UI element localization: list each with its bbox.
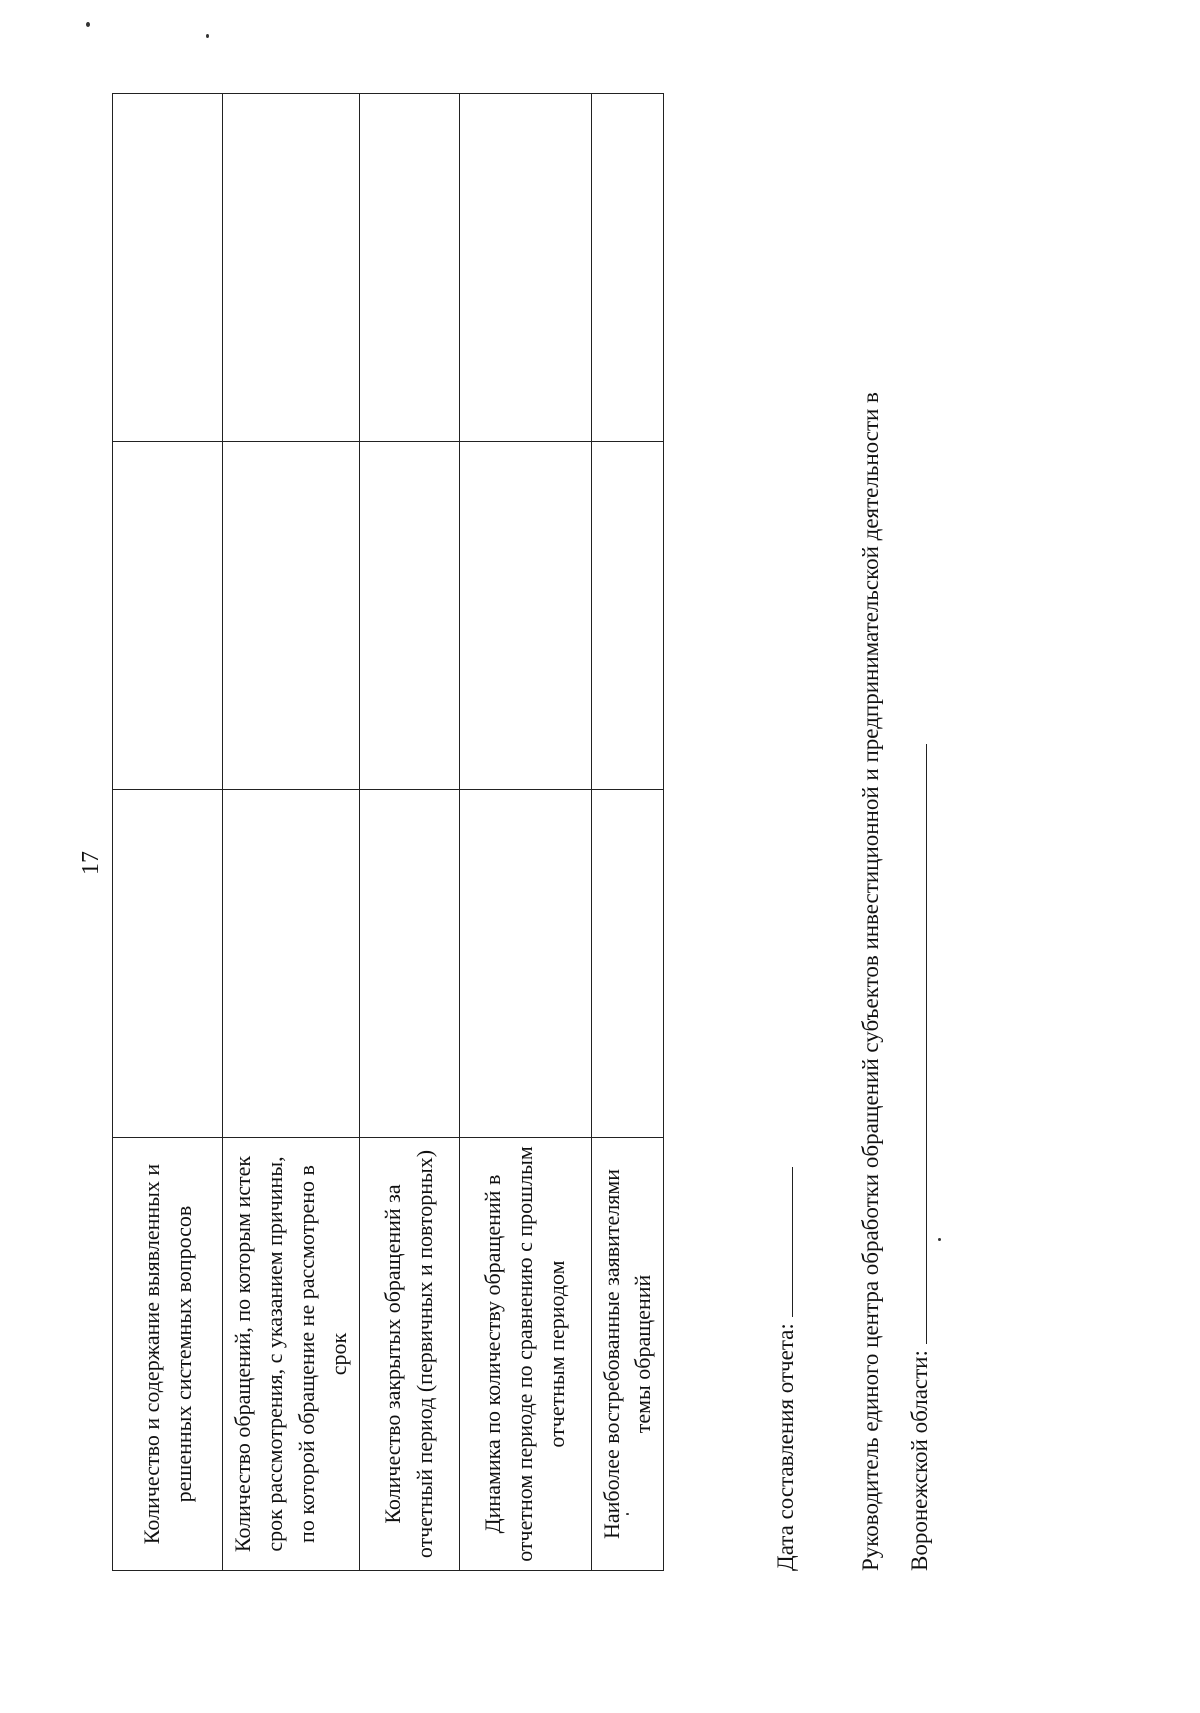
table-cell xyxy=(591,442,664,790)
scan-speck xyxy=(206,34,209,38)
table-cell xyxy=(459,442,591,790)
scan-speck xyxy=(86,22,90,27)
table-row xyxy=(223,94,360,1571)
table-row xyxy=(359,94,459,1571)
report-table xyxy=(112,93,664,1571)
table-cell xyxy=(223,94,360,442)
table-cell xyxy=(223,790,360,1138)
table-cell xyxy=(359,94,459,442)
table-cell xyxy=(223,442,360,790)
page-number: 17 xyxy=(78,851,104,875)
scan-speck xyxy=(626,1513,629,1515)
head-signature-line-2 xyxy=(906,744,933,1571)
scan-speck xyxy=(938,1238,941,1241)
table-cell xyxy=(359,442,459,790)
table-row xyxy=(113,94,223,1571)
report-date-label: Дата составления отчета: xyxy=(773,1323,798,1571)
row-label: Динамика по количеству обращений в отчетном периоде по сравнению с прошлым отчетным периодом xyxy=(459,1138,591,1571)
row-label: Наиболее востребованные заявителями темы обращений xyxy=(591,1138,664,1571)
report-date-blank xyxy=(772,1167,793,1317)
table-cell xyxy=(359,790,459,1138)
table-cell xyxy=(113,442,223,790)
row-label: Количество закрытых обращений за отчетный период (первичных и повторных) xyxy=(359,1138,459,1571)
table-row xyxy=(591,94,664,1571)
table-cell xyxy=(459,94,591,442)
table-cell xyxy=(591,790,664,1138)
table-cell xyxy=(113,94,223,442)
table-cell xyxy=(459,790,591,1138)
row-label: Количество обращений, по которым истек срок рассмотрения, с указанием причины, по которой обращение не рассмотрено в срок xyxy=(223,1138,360,1571)
head-signature-line-1: Руководитель единого центра обработки обращений субъектов инвестиционной и предпринимательской деятельности в xyxy=(858,392,883,1571)
head-signature-label: Воронежской области: xyxy=(907,1350,932,1571)
table-cell xyxy=(113,790,223,1138)
table-row xyxy=(459,94,591,1571)
report-date-line xyxy=(772,1167,799,1571)
table-cell xyxy=(591,94,664,442)
head-signature-blank xyxy=(906,744,927,1344)
row-label: Количество и содержание выявленных и решенных системных вопросов xyxy=(113,1138,223,1571)
